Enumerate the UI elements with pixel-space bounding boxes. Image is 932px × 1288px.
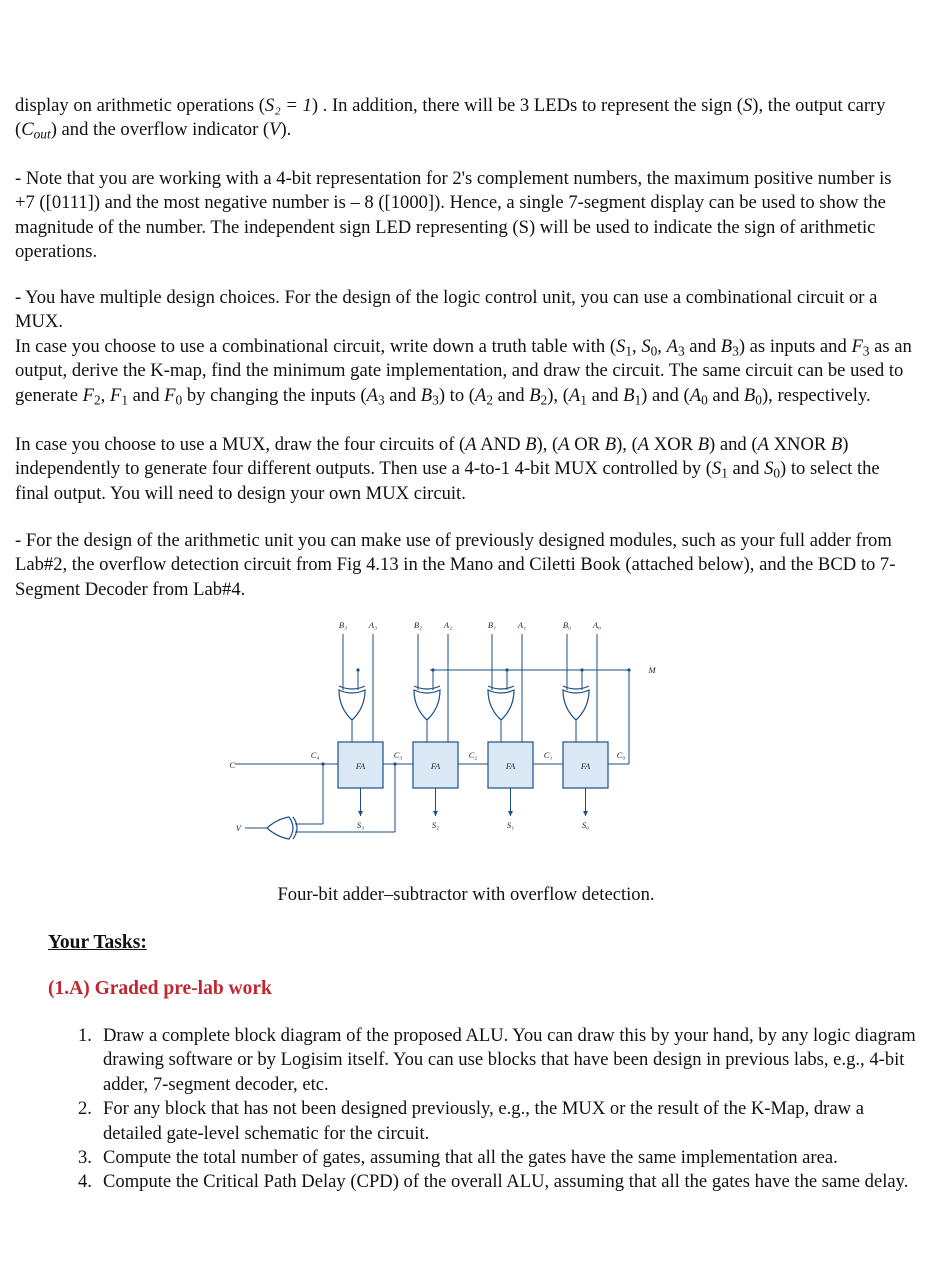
carry-label-c0: C₀ [616,750,626,760]
input-label-a: A₀ [592,620,602,630]
junction-dot [321,762,324,765]
fa-label: FA [505,761,516,771]
task-item: 1. Draw a complete block diagram of the proposed ALU. You can draw this by your hand, by any logic diagram drawing software or by Logisim itself. You can use blocks that have been design in previous labs, e.g., 4-bit adder, 7-segment decoder, etc. [78,1025,916,1095]
task-item: 2. For any block that has not been designed previously, e.g., the MUX or the result of the K-Map, draw a detailed gate-level schematic for the circuit. [78,1098,864,1144]
carry-label-c4: C₄ [310,750,320,760]
diagram-background [225,618,665,846]
paragraph-arithmetic-unit: - For the design of the arithmetic unit you can make use of previously designed modules, such as your full adder from Lab#2, the overflow detection circuit from Fig 4.13 in the Mano and Ciletti Book (attached below), and the BCD to 7-Segment Decoder from Lab#4. [15,530,896,600]
paragraph-twos-complement: - Note that you are working with a 4-bit representation for 2's complement numbers, the maximum positive number is +7 ([0111]) and the most negative number is – 8 ([1000]). Hence, a single 7-segment display can be used to show the magnitude of the number. The independent sign LED representing (S) will be used to indicate the sign of arithmetic operations. [15,168,892,263]
tasks-heading: Your Tasks: [48,932,147,953]
sum-label: S₀ [581,820,590,830]
paragraph-leds: display on arithmetic operations (S₂ = 1) . In addition, there will be 3 LEDs to represent the sign (S), the output carry $(C_{out})$ and the overflow indicator (V). [15,95,886,143]
figure-caption: Four-bit adder–subtractor with overflow detection. [277,884,655,905]
junction-dot [356,668,359,671]
input-label-a: A₃ [368,620,378,630]
label-m: M [648,665,656,675]
sum-label: S₂ [431,820,440,830]
prelab-heading: (1.A) Graded pre-lab work [48,978,272,999]
task-item: 4. Compute the Critical Path Delay (CPD) of the overall ALU, assuming that all the gates have the same delay. [78,1171,909,1193]
junction-dot [580,668,583,671]
sum-label: S₃ [356,820,365,830]
input-label-b: B₃ [338,620,348,630]
paragraph-mux: In case you choose to use a MUX, draw the four circuits of (A AND B), (A OR B), (A XOR B) and (A XNOR B) independently to generate four different outputs. Then use a 4-to-1 4-bit MUX controlled by ($S_1$ and $S_0$) to select the final output. You will need to design your own MUX circuit. [15,434,880,504]
junction-dot [505,668,508,671]
adder-subtractor-diagram [225,618,665,846]
carry-label: C₁ [543,750,553,760]
task-item: 3. Compute the total number of gates, assuming that all the gates have the same implementation area. [78,1147,838,1169]
s2-equals-1: S₂ = 1 [264,95,312,116]
carry-label: C₂ [468,750,478,760]
sum-label: S₁ [506,820,515,830]
task-list [78,1024,918,1195]
label-c: C [229,760,235,770]
junction-dot [393,762,396,765]
input-label-a: A₂ [443,620,453,630]
input-label-a: A₁ [517,620,527,630]
input-label-b: B₂ [413,620,423,630]
fa-label: FA [430,761,441,771]
paragraph-combinational: In case you choose to use a combinational circuit, write down a truth table with ($S_1$, $S_0$, $A_3$ and $B_3$) as inputs and $F_3$ as an output, derive the K-map, find the minimum gate implementation, and draw the circuit. The same circuit can be used to generate $F_2$, $F_1$ and $F_0$ by changing the inputs ($A_3$ and $B_3$) to ($A_2$ and $B_2$), ($A_1$ and $B_1$) and ($A_0$ and $B_0$), respectively. [15,336,912,408]
input-label-b: B₀ [562,620,572,630]
carry-label: C₃ [393,750,403,760]
fa-label: FA [355,761,366,771]
junction-dot [431,668,434,671]
input-label-b: B₁ [487,620,497,630]
label-v: V [235,823,241,833]
paragraph-design-choices: - You have multiple design choices. For the design of the logic control unit, you can use a combinational circuit or a MUX. [15,287,878,333]
junction-dot [627,668,630,671]
fa-label: FA [580,761,591,771]
